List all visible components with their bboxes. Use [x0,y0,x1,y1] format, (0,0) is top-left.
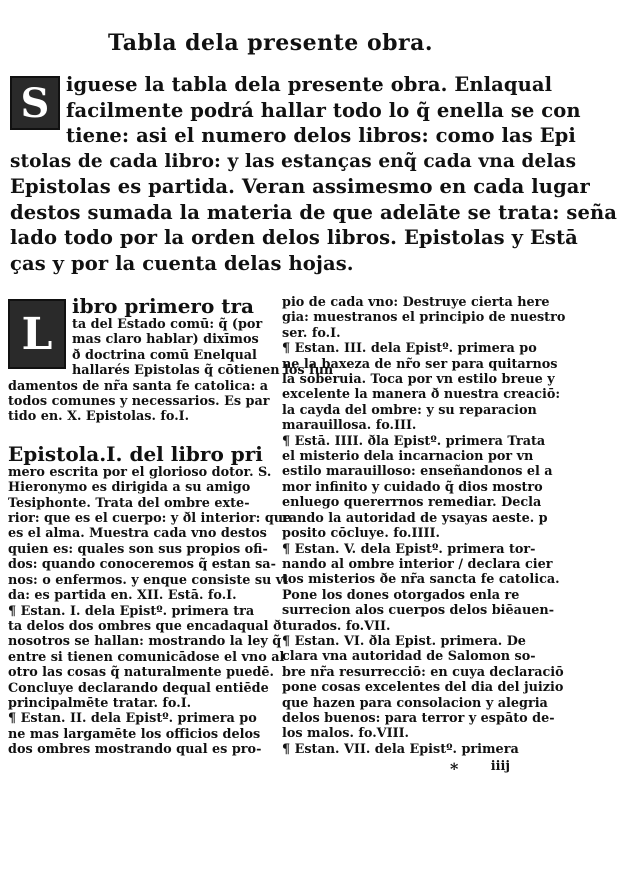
book-heading: ibro primero tra [72,294,255,318]
text-line: mas claro hablar) dixīmos [72,332,259,348]
intro-line: stolas de cada libro: y las estanças enq̃ cada vna delas [10,150,577,172]
text-line: ta delos dos ombres que encadaqual ð [8,618,282,634]
text-line: todos comunes y necessarios. Es par [8,394,270,410]
text-line: Tesiphonte. Trata del ombre exte- [8,495,250,511]
text-line: dos ombres mostrando qual es pro- [8,742,262,758]
page-title: Tabla dela presente obra. [107,30,434,56]
text-line: quien es: quales son sus propios ofi- [8,541,268,557]
text-line: posito cōcluye. fo.IIII. [282,526,440,542]
text-line: clara vna autoridad de Salomon so- [282,649,536,665]
intro-line: facilmente podrá hallar todo lo q̃ enella se con [66,98,581,122]
text-line: rando la autoridad de ysayas aeste. p [282,510,548,526]
text-line: ð doctrina comū Enelqual [72,347,257,363]
text-line: ¶ Estan. VII. dela Epistº. primera [282,741,519,757]
text-line: tos misterios ðe nr̃a sancta fe catolica. [282,572,560,588]
text-line: ¶ Estan. II. dela Epistº. primera po [8,711,257,727]
text-line: ¶ Estan. III. dela Epistº. primera po [282,341,537,357]
text-line: rior: que es el cuerpo: y ðl interior: que [8,511,292,527]
intro-paragraph [10,72,617,276]
text-line: bre nr̃a resurrecciō: en cuya declaraciō [282,664,564,680]
intro-line: destos sumada la materia de que adelāte se trata: seña [10,200,617,224]
text-line: nando al ombre interior / declara cier [282,556,553,572]
text-line: ¶ Estan. I. dela Epistº. primera tra [8,603,255,619]
text-line: la cayda del ombre: y su reparacion [282,402,537,418]
intro-line: Epistolas es partida. Veran assimesmo en cada lugar [10,175,590,198]
text-line: ¶ Estan. VI. ðla Epist. primera. De [282,633,526,649]
intro-line: iguese la tabla dela presente obra. Enlaqual [66,73,553,96]
text-line: ¶ Estā. IIII. ðla Epistº. primera Trata [282,433,546,449]
text-line: ser. fo.I. [282,325,341,341]
text-line: surrecion alos cuerpos delos biēauen- [282,603,555,619]
catchword: iiij [490,759,510,775]
text-line: excelente la manera ð nuestra creaciō: [282,387,561,403]
text-line: otro las cosas q̃ naturalmente puedē. [8,665,275,681]
text-line: que hazen para consolacion y alegria [282,695,548,711]
text-line: gia: muestranos el principio de nuestro [282,310,566,326]
text-line: Pone los dones otorgados enla re [282,587,520,603]
text-line: entre si tienen comunicādose el vno al [8,649,285,665]
text-line: damentos de nr̃a santa fe catolica: a [8,378,269,394]
text-line: nos: o enfermos. y enque consiste su vi [8,572,289,588]
text-line: nosotros se hallan: mostrando la ley q̃ [8,634,282,650]
intro-line: ças y por la cuenta delas hojas. [10,251,354,275]
text-line: ne la baxeza de nr̃o ser para quitarnos [282,356,558,372]
text-line: delos buenos: para terror y espāto de- [282,710,555,726]
text-line: hallarés Epistolas q̃ cōtienen los fun [72,363,334,379]
text-line: enluego quererrnos remediar. Decla [282,495,542,511]
text-line: mor infinito y cuidado q̃ dios mostro [282,479,543,495]
text-line: estilo marauilloso: enseñandonos el a [282,464,553,480]
text-line: dos: quando conoceremos q̃ estan sa- [8,557,276,573]
text-line: pio de cada vno: Destruye cierta here [282,295,550,310]
text-line: principalmēte tratar. fo.I. [8,695,192,711]
decorated-initial: L [8,299,66,369]
decorated-initial: S [10,76,60,130]
text-line: tido en. X. Epistolas. fo.I. [8,409,190,425]
right-column [282,295,566,775]
text-line: la soberuia. Toca por vn estilo breue y [282,372,555,388]
text-line: turados. fo.VII. [282,618,391,634]
text-line: ta del Estado comū: q̃ (por [72,317,263,332]
text-line: marauillosa. fo.III. [282,418,417,434]
text-line: Hieronymo es dirigida a su amigo [8,480,251,496]
text-line: los malos. fo.VIII. [282,726,410,742]
intro-line: lado todo por la orden delos libros. Epistolas y Estā [10,226,578,249]
text-line: mero escrita por el glorioso dotor. S. [8,464,272,480]
epistle-heading: Epistola.I. del libro pri [8,441,263,466]
catchword-line [282,757,540,774]
intro-line: tiene: asi el numero delos libros: como las Epi [66,124,576,147]
text-line: Concluye declarando dequal entiēde [8,680,269,696]
text-line: pone cosas excelentes del dia del juizio [282,680,564,696]
text-line: ¶ Estan. V. dela Epistº. primera tor- [282,541,536,557]
text-line: ne mas largamēte los officios delos [8,726,261,742]
text-line: el misterio dela incarnacion por vn [282,449,534,465]
text-line: es el alma. Muestra cada vno destos [8,526,267,542]
text-line: da: es partida en. XII. Estā. fo.I. [8,588,237,604]
ornament-glyph: ⁎ [449,755,459,775]
